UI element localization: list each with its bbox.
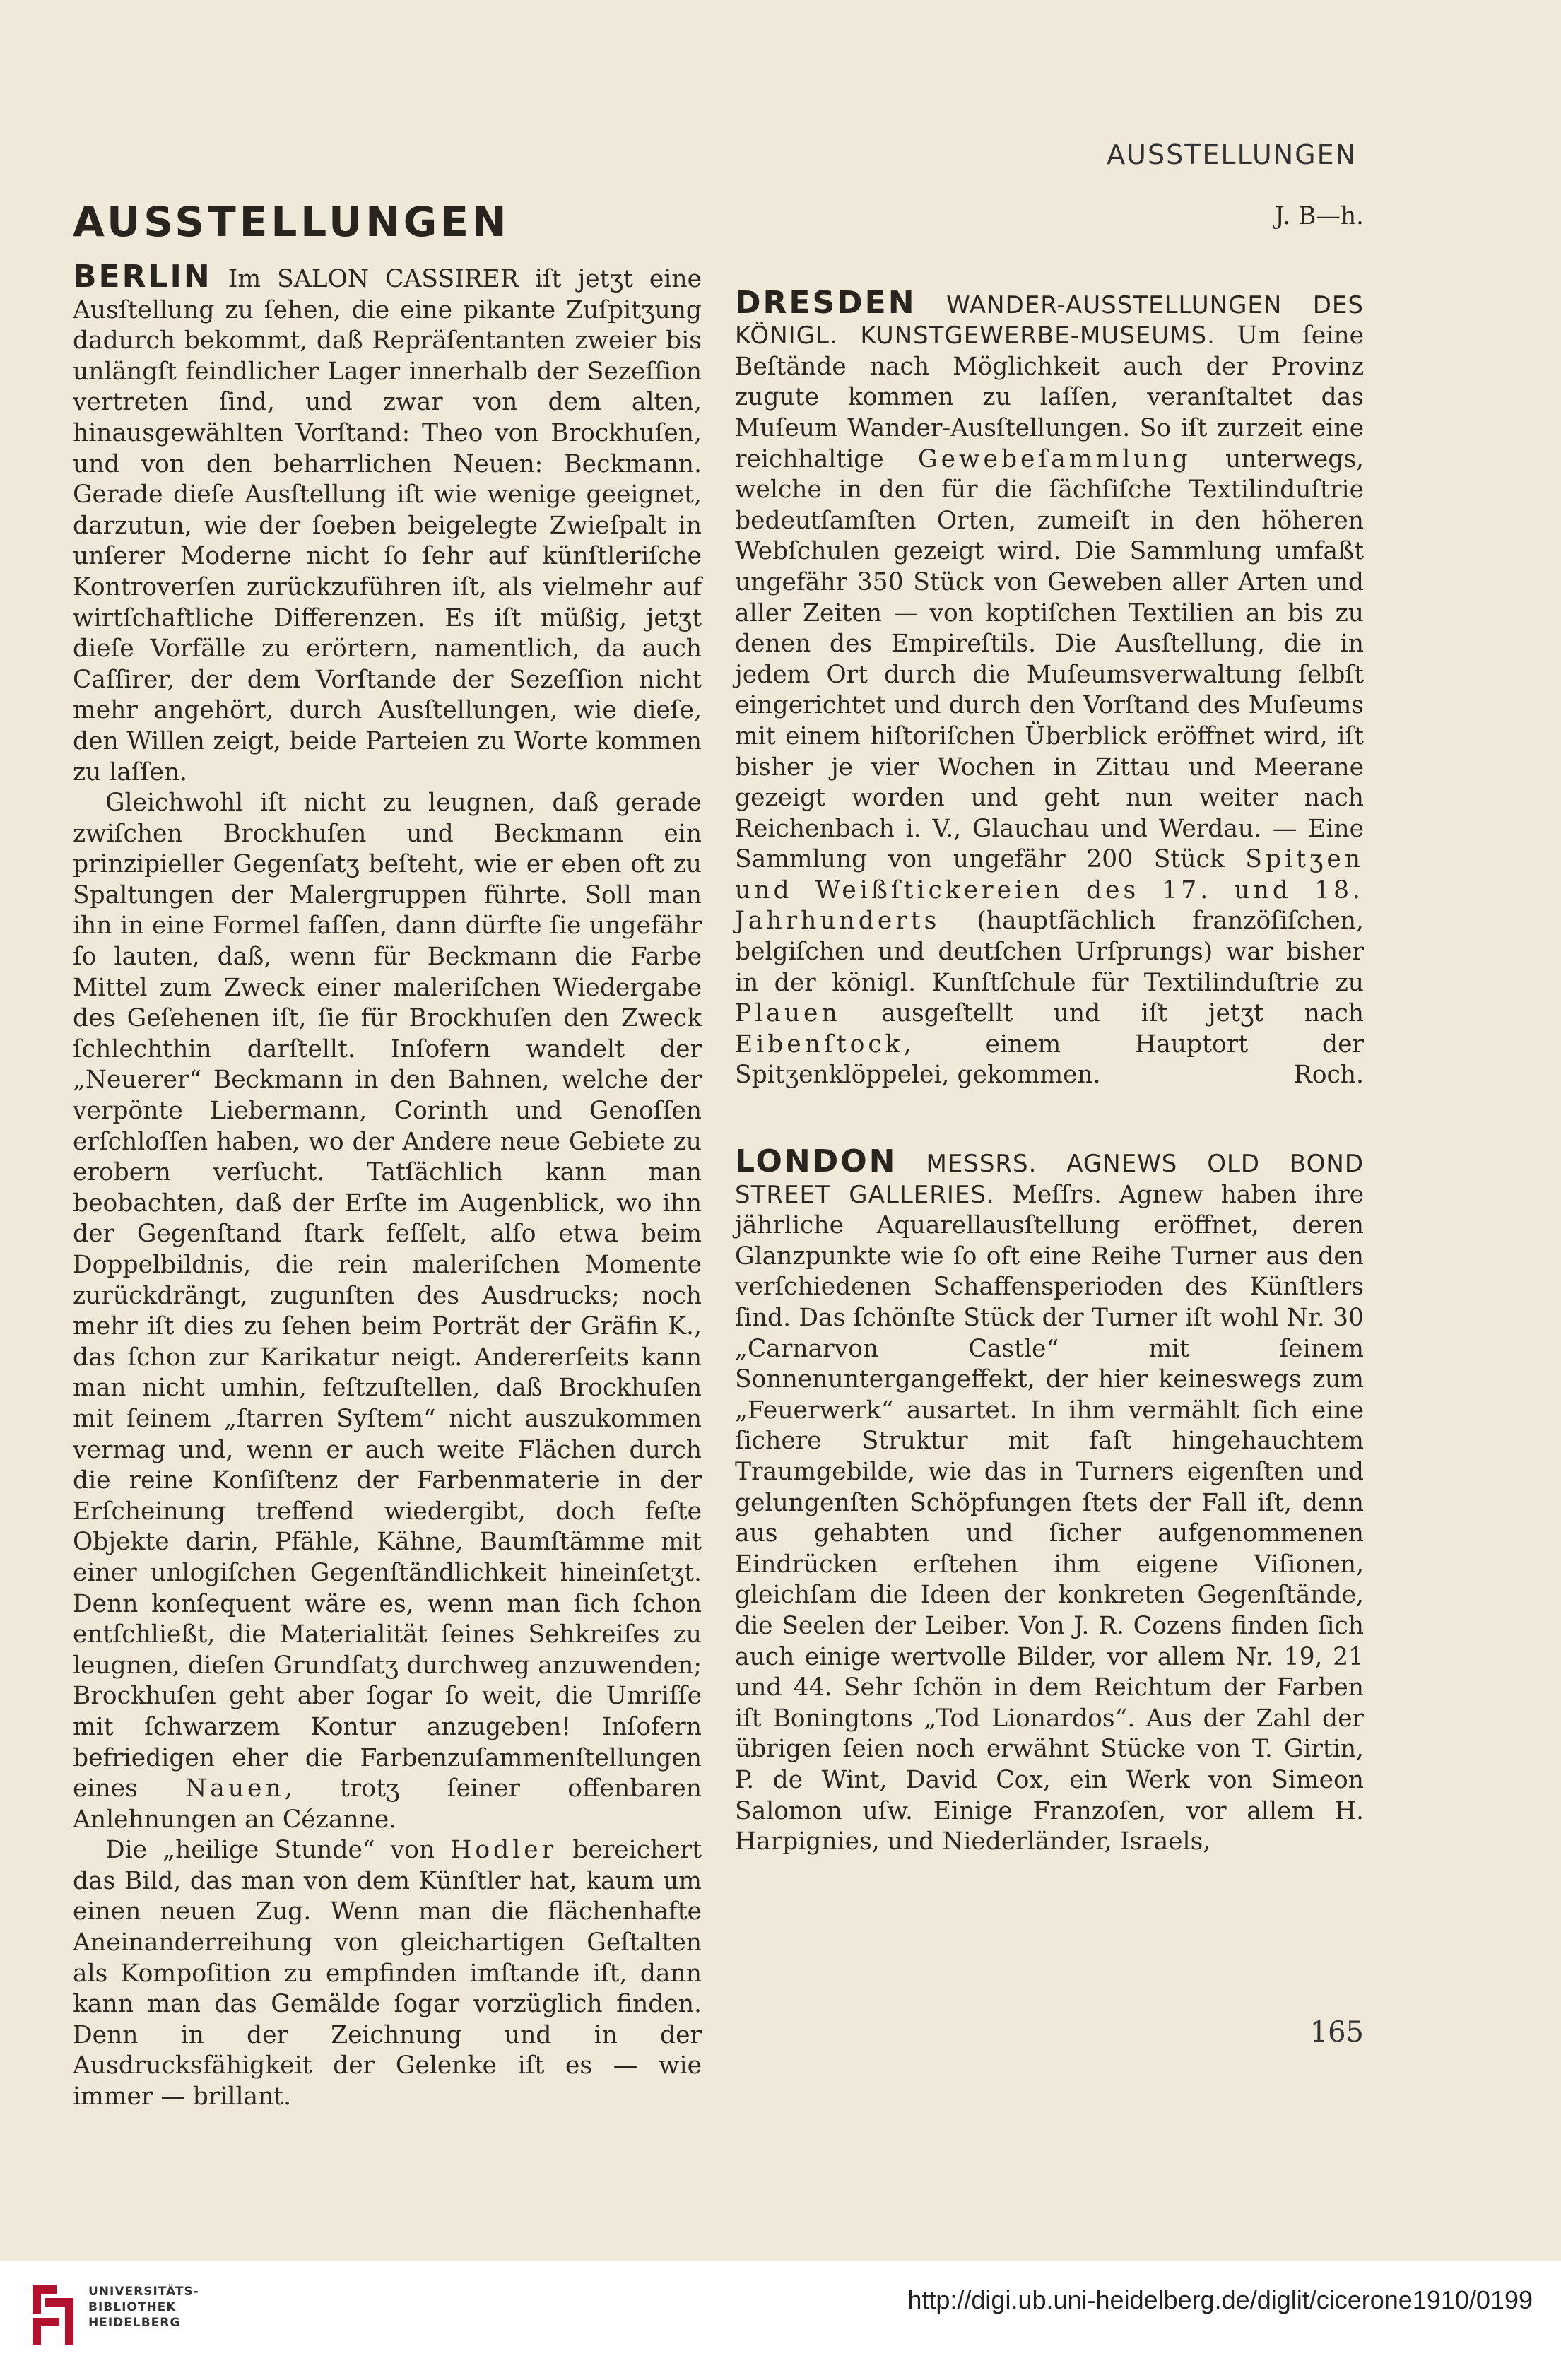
dresden-emphasis-3: Plauen [735, 999, 841, 1028]
source-url-link[interactable]: http://digi.ub.uni-heidelberg.de/diglit/cicerone1910/0199 [907, 2285, 1533, 2314]
right-column [735, 198, 1364, 1858]
dresden-emphasis-1: Gewebeſammlung [918, 444, 1191, 473]
berlin-text-3-end: bereichert das Bild, das man von dem Künſtler hat, kaum um einen neuen Zug. Wenn man die flächenhafte Aneinanderreihung von gleichartigen Geſtalten als Kompoſition zu empfinden imſtande iſt, dann kann man das Gemälde ſogar vorzüglich finden. Denn in der Zeichnung und in der Ausdrucksfähigkeit der Gelenke iſt es — wie immer — brillant. [73, 1836, 702, 2111]
city-heading-london: LONDON [735, 1143, 897, 1180]
footer-bar [0, 2261, 1561, 2380]
library-logo-icon [28, 2280, 78, 2353]
berlin-text-1: Im SALON CASSIRER iſt jetʒt eine Ausſtellung zu ſehen, die eine pikante Zuſpitʒung dadurch bekommt, daß Repräſentanten zweier bis unlängſt feindlicher Lager innerhalb der Sezeſſion vertreten ſind, und zwar von dem alten, hinausgewählten Vorſtand: Theo von Brockhuſen, und von den beharrlichen Neuen: Beckmann. Gerade dieſe Ausſtellung iſt wie wenige geeignet, darzutun, wie der ſoeben beigelegte Zwieſpalt in unſerer Moderne nicht ſo ſehr auf künſtleriſche Kontroverſen zurückzuführen iſt, als vielmehr auf wirtſchaftliche Differenzen. Es iſt müßig, jetʒt dieſe Vorfälle zu erörtern, namentlich, da auch Caſſirer, der dem Vorſtande der Sezeſſion nicht mehr angehört, durch Ausſtellungen, wie dieſe, den Willen zeigt, beide Parteien zu Worte kommen zu laſſen. [73, 265, 702, 787]
running-head: AUSSTELLUNGEN [1107, 139, 1357, 170]
dresden-text-1: Um ſeine Beſtände nach Möglichkeit auch der Provinz zugute kommen zu laſſen, veranſtaltet das Muſeum Wander-Ausſtellungen. So iſt zurzeit eine reichhaltige [735, 322, 1364, 473]
library-name-line-2: BIBLIOTHEK [88, 2300, 177, 2314]
library-name [88, 2284, 199, 2331]
city-heading-dresden: DRESDEN [735, 284, 917, 321]
dresden-text-5: , einem Hauptort der Spitʒenklöppelei, gekommen. [735, 1030, 1364, 1090]
dresden-paragraph [735, 284, 1365, 1091]
library-name-line-3: HEIDELBERG [88, 2316, 181, 2330]
artist-name-nauen: Nauen [185, 1774, 285, 1803]
dresden-text-3: (hauptſächlich franzöſiſchen, belgiſchen und deutſchen Urſprungs) war bisher in der königl. Kunſtſchule für Textilinduſtrie zu [735, 907, 1364, 997]
library-name-line-1: UNIVERSITÄTS- [88, 2285, 199, 2299]
berlin-text-3: Die „heilige Stunde“ von [105, 1836, 435, 1865]
berlin-paragraph-1 [73, 261, 702, 788]
left-column [73, 198, 702, 2113]
section-london [735, 1143, 1365, 1858]
berlin-text-2-end: , trotʒ ſeiner offenbaren Anlehnungen an Cézanne. [73, 1774, 702, 1834]
berlin-paragraph-3 [73, 1835, 702, 2112]
berlin-text-2: Gleichwohl iſt nicht zu leugnen, daß gerade zwiſchen Brockhuſen und Beckmann ein prinzipieller Gegenſatʒ beſteht, wie er eben oft zu Spaltungen der Malergruppen führte. Soll man ihn in eine Formel faſſen, dann dürfte ſie ungefähr ſo lauten, daß, wenn für Beckmann die Farbe Mittel zum Zweck einer maleriſchen Wiedergabe des Geſehenen iſt, ſie für Brockhuſen den Zweck ſchlechthin darſtellt. Inſofern wandelt der „Neuerer“ Beckmann in den Bahnen, welche der verpönte Liebermann, Corinth und Genoſſen erſchloſſen haben, wo der Andere neue Gebiete zu erobern verſucht. Tatſächlich kann man beobachten, daß der Erſte im Augenblick, wo ihn der Gegenſtand ſtark feſſelt, alſo etwa beim Doppelbildnis, die rein maleriſchen Momente zurückdrängt, zugunſten des Ausdrucks; noch mehr iſt dies zu ſehen beim Porträt der Gräfin K., das ſchon zur Karikatur neigt. Andererſeits kann man nicht umhin, feſtzuſtellen, daß Brockhuſen mit ſeinem „ſtarren Syſtem“ nicht auszukommen vermag und, wenn er auch weite Flächen durch die reine Konſiſtenz der Farbenmaterie in der Erſcheinung treffend wiedergibt, doch feſte Objekte darin, Pfähle, Kähne, Baumſtämme mit einer unlogiſchen Gegenſtändlichkeit hineinſetʒt. Denn konſequent wäre es, wenn man ſich ſchon entſchließt, die Materialität ſeines Sehkreiſes zu leugnen, dieſen Grundſatʒ durchweg anzuwenden; Brockhuſen geht aber ſogar ſo weit, die Umriſſe mit ſchwarzem Kontur anzugeben! Inſofern befriedigen eher die Farbenzuſammenſtellungen eines [73, 789, 702, 1803]
london-paragraph [735, 1143, 1365, 1858]
dresden-heading: WANDER-AUSSTELLUNGEN DES KÖNIGL. KUNSTGEWERBE-MUSEUMS. [735, 290, 1364, 350]
page-title: AUSSTELLUNGEN [73, 198, 510, 246]
city-heading-berlin: BERLIN [73, 259, 212, 295]
dresden-emphasis-4: Eibenſtock [735, 1030, 904, 1059]
dresden-text-2: unterwegs, welche in den für die ſächſiſche Textilinduſtrie bedeutſamſten Orten, zumeiſt in den höheren Webſchulen gezeigt wird. Die Sammlung umfaßt ungefähr 350 Stück von Geweben aller Arten und aller Zeiten — von koptiſchen Textilien an bis zu denen des Empireſtils. Die Ausſtellung, die in jedem Ort durch die Muſeumsverwaltung ſelbſt eingerichtet und durch den Vorſtand des Muſeums mit einem hiſtoriſchen Überblick eröffnet wird, iſt bisher je vier Wochen in Zittau und Meerane gezeigt worden und geht nun weiter nach Reichenbach i. V., Glauchau und Werdau. — Eine Sammlung von ungefähr 200 Stück [735, 444, 1365, 874]
artist-name-hodler: Hodler [450, 1836, 558, 1865]
berlin-paragraph-2 [73, 788, 702, 1835]
london-heading: MESSRS. AGNEWS OLD BOND STREET GALLERIES. [735, 1150, 1365, 1209]
london-text: Meſſrs. Agnew haben ihre jährliche Aquarellausſtellung eröffnet, deren Glanzpunkte wie ſo oft eine Reihe Turner aus den verſchiedenen Schaffensperioden des Künſtlers ſind. Das ſchönſte Stück der Turner iſt wohl Nr. 30 „Carnarvon Castle“ mit ſeinem Sonnenuntergangeffekt, der hier keineswegs zum „Feuerwerk“ ausartet. In ihm vermählt ſich eine ſichere Struktur mit faſt hingehauchtem Traumgebilde, wie das in Turners eigenſten und gelungenſten Schöpfungen ſtets der Fall iſt, denn aus gehabten und ſicher aufgenommenen Eindrücken erſtehen ihm eigene Viſionen, gleichſam die Ideen der konkreten Gegenſtände, die Seelen der Leiber. Von J. R. Cozens finden ſich auch einige wertvolle Bilder, vor allem Nr. 19, 21 und 44. Sehr ſchön in dem Reichtum der Farben iſt Boningtons „Tod Lionardos“. Aus der Zahl der übrigen ſeien noch erwähnt Stücke von T. Girtin, P. de Wint, David Cox, ein Werk von Simeon Salomon uſw. Einige Franzoſen, vor allem H. Harpignies, und Niederländer, Israels, [735, 1180, 1364, 1856]
dresden-text-4: ausgeſtellt und iſt jetʒt nach [881, 999, 1365, 1028]
page-number: 165 [1309, 2016, 1364, 2049]
dresden-emphasis-2: Spitʒen und Weißſtickereien des 17. und 18. Jahrhunderts [735, 845, 1364, 936]
berlin-signature: J. B—h. [1274, 202, 1364, 230]
section-dresden [735, 284, 1365, 1091]
dresden-signature: Roch. [1293, 1061, 1364, 1090]
